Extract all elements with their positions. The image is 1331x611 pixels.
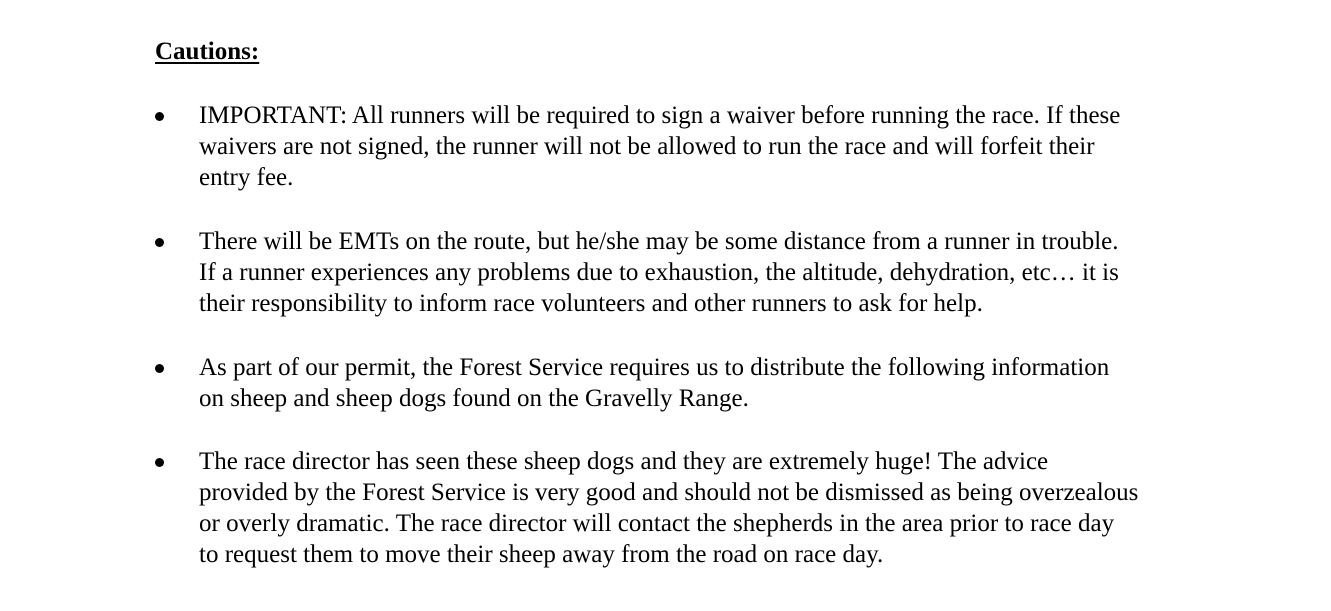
bullet-dot <box>155 238 164 247</box>
bullet-line: their responsibility to inform race volunteers and other runners to ask for help. <box>199 290 983 317</box>
bullet-line: entry fee. <box>199 164 294 191</box>
bullet-dot <box>155 364 164 373</box>
cautions-heading: Cautions: <box>155 38 260 65</box>
bullet-line: There will be EMTs on the route, but he/she may be some distance from a runner in trouble. <box>199 228 1119 255</box>
bullet-line: As part of our permit, the Forest Service requires us to distribute the following information <box>199 354 1110 381</box>
bullet-text <box>199 226 1229 319</box>
bullet-line: to request them to move their sheep away from the road on race day. <box>199 541 884 568</box>
bullet-line: If a runner experiences any problems due to exhaustion, the altitude, dehydration, etc… it is <box>199 259 1119 286</box>
bullet-text <box>199 352 1229 414</box>
bullet-line: or overly dramatic. The race director will contact the shepherds in the area prior to race day <box>199 510 1115 537</box>
bullet-line: IMPORTANT: All runners will be required to sign a waiver before running the race. If these <box>199 102 1121 129</box>
bullet-line: The race director has seen these sheep dogs and they are extremely huge! The advice <box>199 448 1049 475</box>
bullet-line: on sheep and sheep dogs found on the Gravelly Range. <box>199 385 749 412</box>
bullet-dot <box>155 458 164 467</box>
bullet-dot <box>155 112 164 121</box>
bullet-line: provided by the Forest Service is very good and should not be dismissed as being overzealous <box>199 479 1139 506</box>
bullet-text <box>199 100 1229 193</box>
bullet-text <box>199 446 1229 570</box>
bullet-line: waivers are not signed, the runner will not be allowed to run the race and will forfeit their <box>199 133 1095 160</box>
